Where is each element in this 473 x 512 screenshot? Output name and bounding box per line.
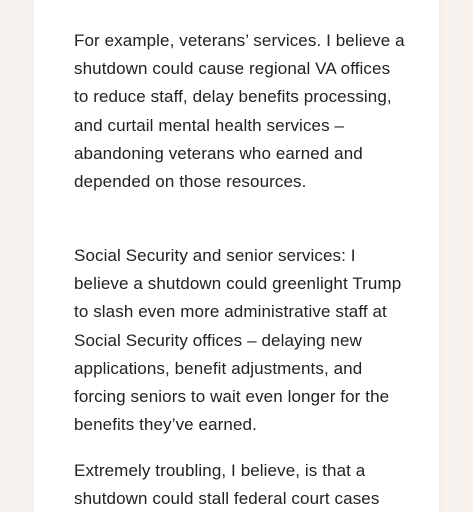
article-paragraph: Extremely troubling, I believe, is that a shutdown could stall federal court cases (74, 461, 380, 509)
article-paragraph: For example, veterans’ services. I believe a shutdown could cause regional VA offices to reduce staff, delay benefits processing, and curtail mental health services – abandoning veterans who earned and depended on those resources. (74, 31, 405, 192)
article-paragraph (74, 0, 215, 5)
article-card (34, 0, 439, 512)
article-paragraph: Social Security and senior services: I believe a shutdown could greenlight Trump to slash even more administrative staff at Social Security offices – delaying new applications, benefit adjustments, and forcing seniors to wait even longer for the benefits they’ve earned. (74, 246, 402, 435)
